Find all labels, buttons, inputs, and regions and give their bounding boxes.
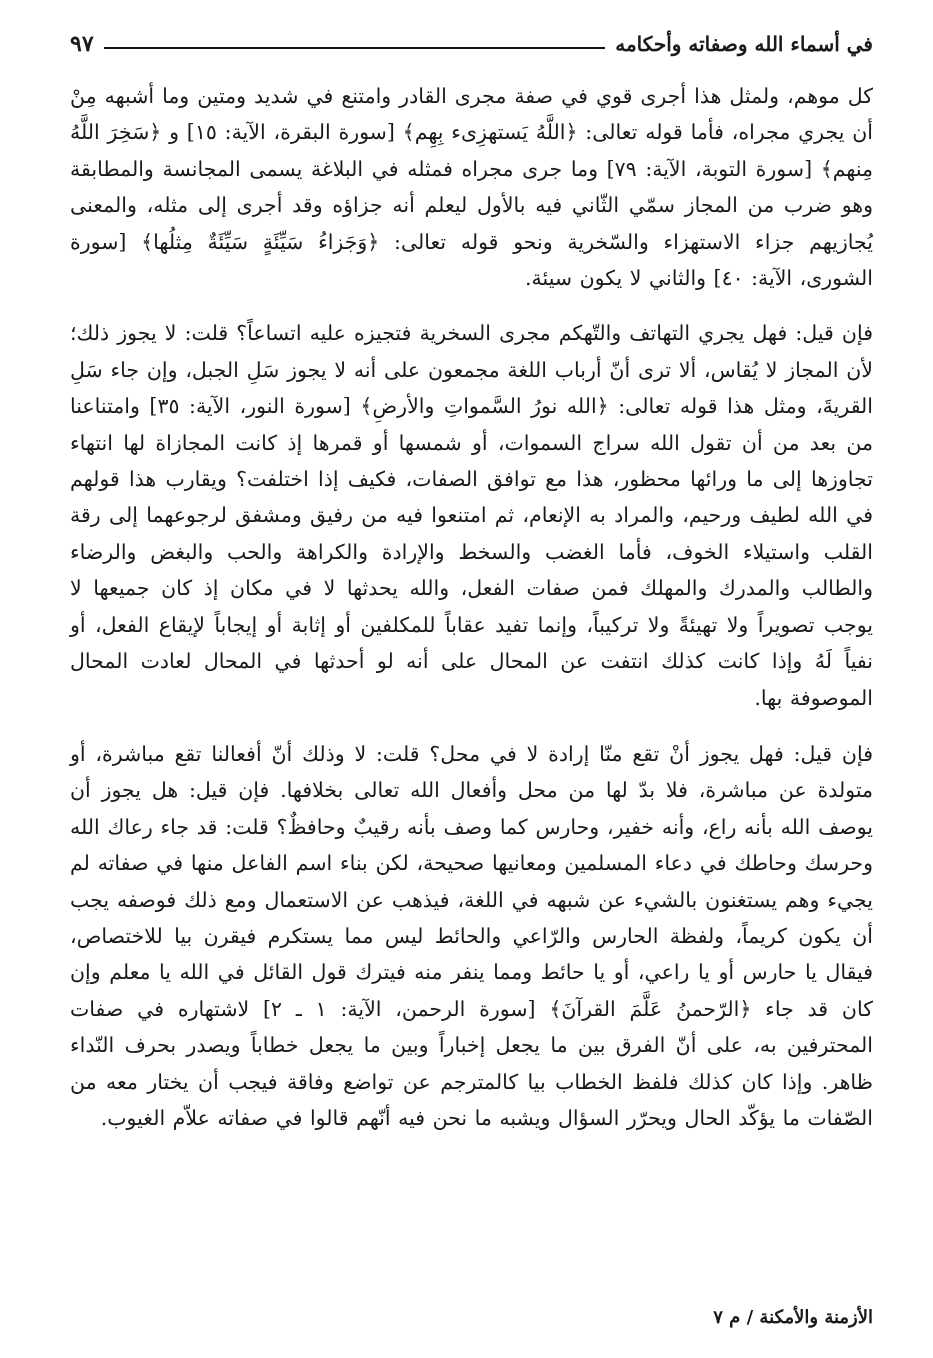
running-header bbox=[70, 28, 873, 60]
paragraph-1: كل موهم، ولمثل هذا أجرى قوي في صفة مجرى القادر وامتنع في شديد ومتين وما أشبهه مِنْ أن يجري مجراه، فأما قوله تعالى: ﴿اللَّهُ يَستهزِىء بِهِم﴾ [سورة البقرة، الآية: ١٥] و ﴿سَخِرَ اللَّهُ مِنهم﴾ [سورة التوبة، الآية: ٧٩] وما جرى مجراه فمثله في البلاغة يسمى المجانسة والمطابقة وهو ضرب من المجاز سمّي الثّاني فيه بالأول ليعلم أنه جزاؤه وقد أجرى إلى مثله، والمعنى يُجازيهم جزاء الاستهزاء والسّخرية ونحو قوله تعالى: ﴿وَجَزاءُ سَيِّئَةٍ سَيِّئَةٌ مِثلُها﴾ [سورة الشورى، الآية: ٤٠] والثاني لا يكون سيئة. bbox=[70, 84, 874, 291]
paragraph-2: فإن قيل: فهل يجري التهاتف والتّهكم مجرى السخرية فتجيزه عليه اتساعاً؟ قلت: لا يجوز ذلك؛ لأن المجاز لا يُقاس، ألا ترى أنّ أرباب اللغة مجمعون على أنه لا يجوز سَلِ الجبل، وإن جاء سَلِ القريةَ، ومثل هذا قوله تعالى: ﴿الله نورُ السَّمواتِ والأرضِ﴾ [سورة النور، الآية: ٣٥] وامتناعنا من بعد من أن تقول الله سراج السموات، أو شمسها أو قمرها إذ كانت المجازاة لها انتهاء تجاوزها إلى ما ورائها محظور، هذا مع توافق الصفات، فكيف إذا اختلفت؟ ويقارب هذا قولهم في الله لطيف ورحيم، والمراد به الإنعام، ثم امتنعوا فيه من رفيق ومشفق لرجوعهما إلى رقة القلب واستيلاء الخوف، فأما الغضب والسخط والإرادة والكراهة والحب والبغض والرضاء والطالب والمدرك والمهلك فمن صفات الفعل، والله يحدثها لا في مكان إذ كان جميعها لا يوجب تصويراً ولا تهيئةً ولا تركيباً، وإنما تفيد عقاباً للمكلفين أو إثابة أو إيجاباً لإيقاع الفعل، أو نفياً لَهُ وإذا كانت كذلك انتفت عن المحال على أنه لو أحدثها في المحال لعادت المحال الموصوفة بها. bbox=[70, 321, 874, 710]
header-rule bbox=[104, 47, 606, 49]
running-title: في أسماء الله وصفاته وأحكامه bbox=[615, 32, 873, 56]
signature-mark: الأزمنة والأمكنة / م ٧ bbox=[713, 1307, 873, 1328]
paragraph-3: فإن قيل: فهل يجوز أنْ تقع منّا إرادة لا في محل؟ قلت: لا وذلك أنّ أفعالنا تقع مباشرة، أو متولدة عن مباشرة، فلا بدّ لها من محل وأفعال الله تعالى بخلافها. فإن قيل: هل يجوز أن يوصف الله بأنه راع، وأنه خفير، وحارس كما وصف بأنه رقيبٌ وحافظٌ؟ قلت: قد جاء رعاك الله وحرسك وحاطك في دعاء المسلمين ومعانيها صحيحة، لكن بناء اسم الفاعل منها في صفاته لم يجيء وهم يستغنون بالشيء عن شبهه في اللغة، فيذهب عن الاستعمال ومع ذلك فوصفه يجب أن يكون كريماً، ولفظة الحارس والرّاعي والحائط ليس مما يستكرم فيقرن بيا للاختصاص، فيقال يا حارس أو يا راعي، أو يا حائط ومما ينفر منه فيترك قول القائل في الله يا معلم وإن كان قد جاء ﴿الرّحمنُ عَلَّمَ القرآنَ﴾ [سورة الرحمن، الآية: ١ ـ ٢] لاشتهاره في صفات المحترفين به، على أنّ الفرق بين ما يجعل إخباراً وبين ما يجعل خطاباً ويصدر بحرف النّداء ظاهر. وإذا كان كذلك فلفظ الخطاب بيا كالمترجم عن تواضع وفاقة فيجب أن يختار معه من الصّفات ما يؤكّد الحال ويحرّر السؤال ويشبه ما نحن فيه أنّهم قالوا في صفاته علاّم الغيوب. bbox=[70, 741, 873, 1130]
page-body bbox=[70, 78, 873, 1136]
page-number: ٩٧ bbox=[70, 31, 94, 57]
